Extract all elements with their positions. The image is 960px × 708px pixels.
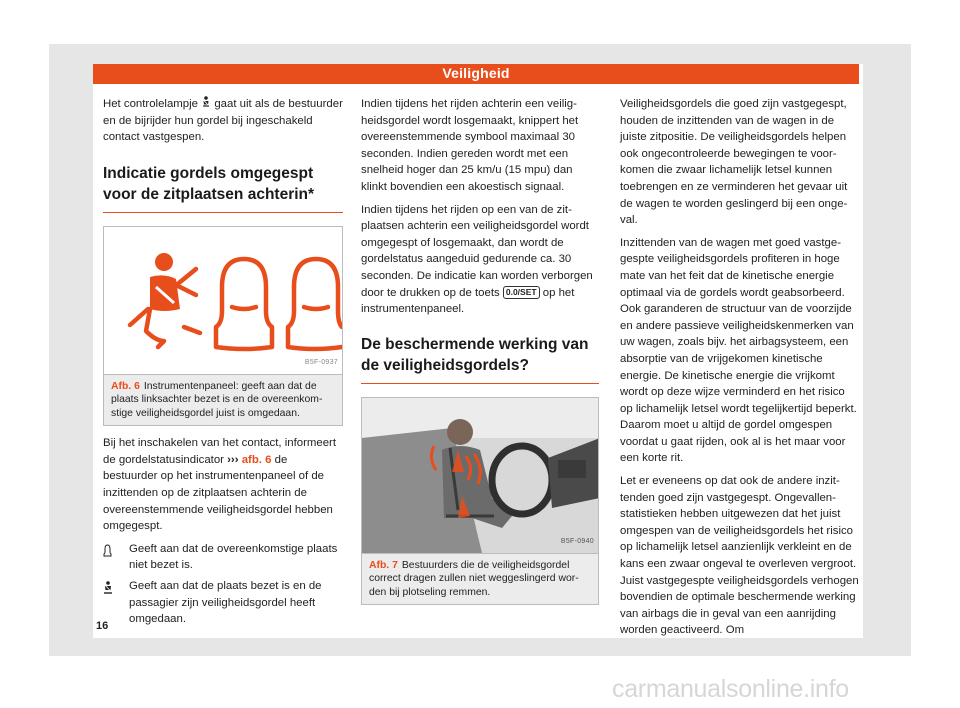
- intro-paragraph: Het controlelampje gaat uit als de bestuurder en de bijrijder hun gordel bij ingeschakeld contact vastgespen.: [103, 98, 343, 144]
- seat-empty-icon: [103, 544, 112, 557]
- rear-seat-belt-indicator-illustration: [104, 227, 342, 374]
- column-middle: [361, 96, 599, 605]
- page-number: 16: [96, 620, 109, 632]
- reference-arrows: ›››: [227, 453, 239, 466]
- seat-belted-icon: [103, 581, 113, 595]
- watermark: carmanualsonline.info: [612, 675, 849, 703]
- column-right: [620, 96, 860, 645]
- body-paragraph: Indien tijdens het rijden op een van de zitplaatsen achterin een veiligheidsgordel wordt omgegespt of losgemaakt, dan wordt de gordelstatus aangeduid gedurende ca. 30 seconden. De indicatie kan worden verborgen door te drukken op de toets 0.0/SET op het instrumentenpaneel.: [361, 203, 593, 316]
- driver-wearing-seatbelt-photo: [362, 398, 599, 553]
- figure-7: [361, 397, 599, 554]
- list-item: Geeft aan dat de overeenkomstige plaats niet bezet is.: [103, 541, 343, 574]
- heading-seatbelt-protection: De beschermende werking van de veiligheidsgordels?: [361, 334, 599, 384]
- body-paragraph: Inzittenden van de wagen met goed vastgegespte veiligheidsgordels profiteren in hoge mate van het feit dat de kinetische energie optimaal via de gordels wordt geabsorbeerd. Ook garanderen de structuur van de voorzijde en andere passieve veiligheidskenmerken van uw wagen, zoals bijv. het airbagsysteem, een absorptie van de vrijgekomen kinetische energie. De kinetische energie die vrijkomt wordt op deze wijze verminderd en het risico op lichamelijk letsel wordt tegelijkertijd beperkt. Daarom moet u altijd de gordel omgespen voordat u gaat rijden, ook al is het maar voor een korte rit.: [620, 236, 857, 465]
- figure-code: B5F-0937: [304, 359, 338, 367]
- column-left: [103, 96, 343, 632]
- seatbelt-warning-icon: [202, 96, 210, 108]
- set-key-icon: 0.0/SET: [503, 286, 540, 299]
- figure-code: B5F-0940: [560, 538, 594, 546]
- section-title: Veiligheid: [442, 65, 510, 81]
- list-item: Geeft aan dat de plaats bezet is en de passagier zijn veiligheidsgordel heeft omgedaan.: [103, 578, 343, 628]
- heading-seatbelt-indicator: Indicatie gordels omgegespt voor de zitplaatsen achterin*: [103, 163, 343, 213]
- figure-6-caption: Afb. 6 Instrumentenpaneel: geeft aan dat de plaats linksachter bezet is en de overeenkomstige veiligheidsgordel juist is omgedaan.: [103, 375, 343, 427]
- body-paragraph: Bij het inschakelen van het contact, informeert de gordelstatusindicator ››› afb. 6 de bestuurder op het instrumentenpaneel of de inzittenden op de zitplaatsen achterin de overeenstemmende veiligheidsgordel hebben omgegespt.: [103, 437, 337, 533]
- figure-number: Afb. 6: [111, 380, 140, 392]
- figure-6: [103, 226, 343, 375]
- figure-6-link[interactable]: afb. 6: [241, 453, 272, 466]
- figure-number: Afb. 7: [369, 559, 398, 571]
- figure-7-caption: Afb. 7 Bestuurders die de veiligheidsgordel correct dragen zullen niet weggeslingerd worden bij plotseling remmen.: [361, 554, 599, 606]
- body-paragraph: Veiligheidsgordels die goed zijn vastgegespt, houden de inzittenden van de wagen in de juiste zitpositie. De veiligheidsgordels helpen ook ongecontroleerde bewegingen te voorkomen die zwaar lichamelijk letsel kunnen toebrengen en ze verminderen het gevaar uit de wagen te worden geslingerd bij een ongeval.: [620, 98, 848, 227]
- body-paragraph: Indien tijdens het rijden achterin een veiligheidsgordel wordt losgemaakt, knippert het overeenstemmende symbool maximaal 30 seconden. Indien gereden wordt met een snelheid hoger dan 25 km/u (15 mpu) dan klinkt bovendien een akoestisch signaal.: [361, 98, 579, 193]
- section-header-bar: [93, 64, 859, 84]
- body-paragraph: Let er eveneens op dat ook de andere inzittenden goed zijn vastgegespt. Ongevallenstatistieken hebben uitgewezen dat het juist omgespen van de veiligheidsgordels het risico op lichamelijk letsel aanzienlijk verkleint en de kans een zwaar ongeval te overleven vergroot. Juist vastgegespte veiligheidsgordels verhogen bovendien de optimale beschermende werking van airbags die in geval van een aanrijding worden geactiveerd. Om: [620, 475, 859, 637]
